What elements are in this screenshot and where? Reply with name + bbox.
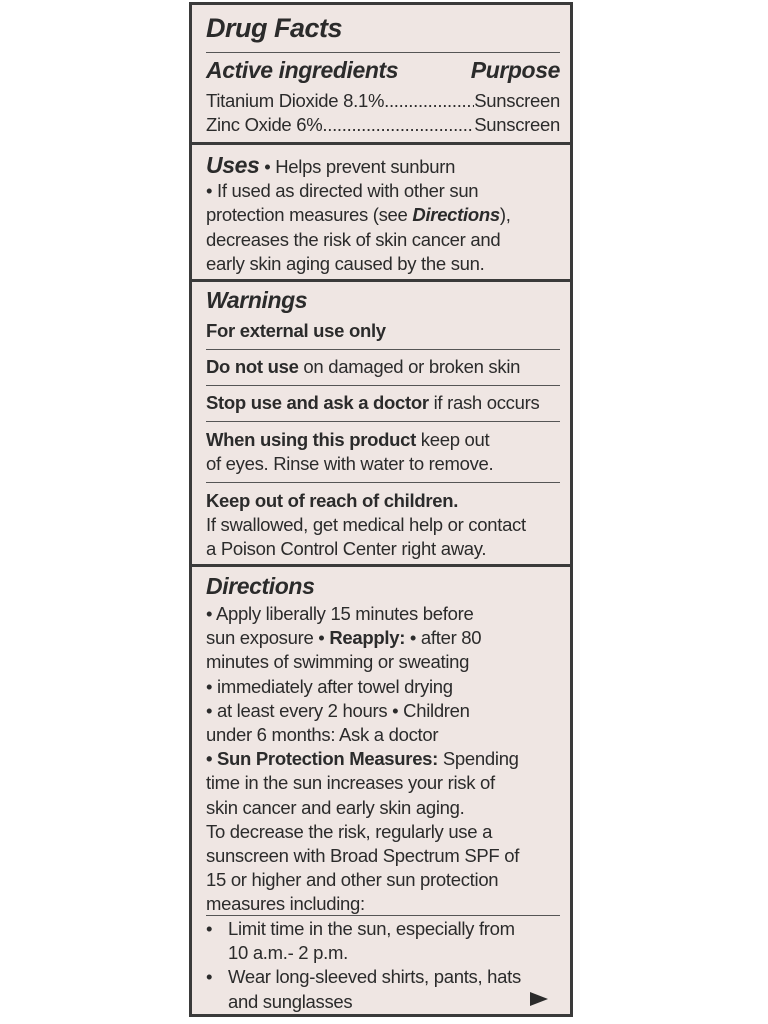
- warnings-heading: Warnings: [206, 287, 308, 313]
- drug-facts-panel: [189, 2, 573, 1017]
- ingredients-list: [206, 89, 560, 137]
- directions-text: • Apply liberally 15 minutes before sun exposure • Reapply: • after 80 minutes of swimming or sweating • immediately after towel drying • at least every 2 hours • Children under 6 months: Ask a doctor • Sun Protection Measures: Spending time in the sun increases your risk of skin cancer and early skin aging. To decrease the risk, regularly use a sunscreen with Broad Spectrum SPF of 15 or higher and other sun protection measures including:: [206, 603, 520, 915]
- divider: [206, 915, 560, 916]
- uses-line: • Helps prevent sunburn: [259, 156, 456, 177]
- section-divider: [192, 279, 570, 282]
- stop-use-text: Stop use and ask a doctor if rash occurs: [206, 392, 540, 413]
- divider: [206, 349, 560, 350]
- dot-leader: [322, 113, 474, 137]
- purpose-heading: Purpose: [470, 57, 560, 83]
- uses-heading: Uses: [206, 152, 260, 178]
- divider: [206, 482, 560, 483]
- uses-section: [206, 153, 560, 276]
- uses-line: protection measures (see: [206, 204, 413, 226]
- when-using-text: When using this product keep out of eyes. Rinse with water to remove.: [206, 429, 494, 475]
- section-divider: [192, 564, 570, 567]
- list-item: • Limit time in the sun, especially from 10 a.m.- 2 p.m.: [206, 918, 515, 964]
- ingredient-name: Zinc Oxide 6%: [206, 114, 323, 136]
- external-use-text: For external use only: [206, 320, 386, 341]
- ingredient-row: [206, 89, 560, 113]
- divider: [206, 52, 560, 53]
- divider: [206, 385, 560, 386]
- uses-line: early skin aging caused by the sun.: [206, 252, 485, 274]
- do-not-use-text: Do not use on damaged or broken skin: [206, 356, 521, 377]
- keep-out-of-reach-text: Keep out of reach of children. If swallowed, get medical help or contact a Poison Control Center right away.: [206, 490, 526, 560]
- list-item: • Wear long-sleeved shirts, pants, hats and sunglasses: [206, 966, 521, 1012]
- active-ingredients-heading: Active ingredients: [206, 57, 399, 83]
- section-divider: [192, 142, 570, 145]
- directions-reference: Directions: [412, 204, 500, 226]
- ingredient-row: [206, 113, 560, 137]
- uses-line: • If used as directed with other sun: [206, 180, 479, 202]
- protection-measures-list: [206, 917, 560, 1014]
- uses-line: ),: [499, 204, 511, 226]
- ingredient-name: Titanium Dioxide 8.1%: [206, 90, 385, 111]
- directions-heading: Directions: [206, 573, 315, 599]
- uses-line: decreases the risk of skin cancer and: [206, 228, 501, 250]
- ingredient-purpose: Sunscreen: [474, 114, 560, 136]
- continue-arrow-icon: [530, 992, 548, 1006]
- drug-facts-title: Drug Facts: [206, 13, 343, 43]
- dot-leader: [384, 89, 474, 113]
- divider: [206, 421, 560, 422]
- active-ingredients-header: [206, 57, 560, 84]
- ingredient-purpose: Sunscreen: [474, 90, 560, 111]
